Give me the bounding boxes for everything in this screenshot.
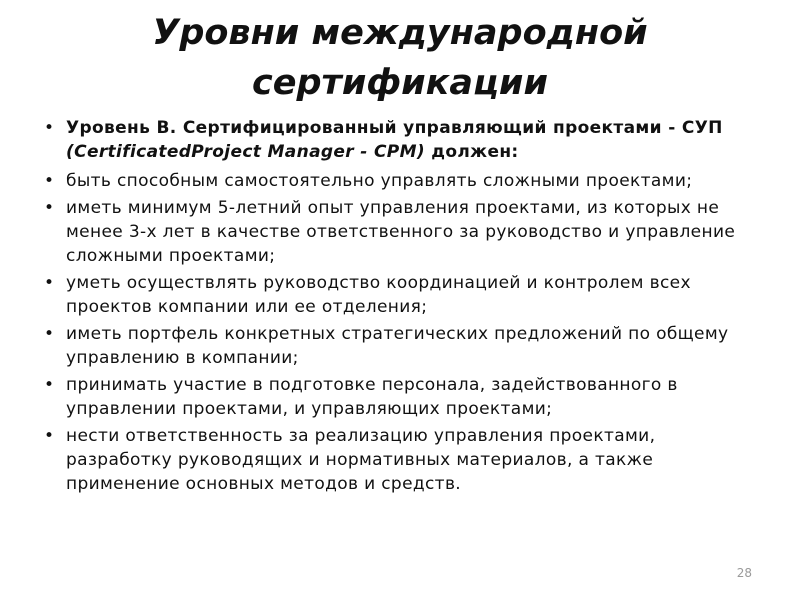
bullet-item-intro (44, 116, 764, 164)
intro-text-must: должен: (425, 142, 519, 162)
bullet-item (44, 424, 764, 496)
bullet-item (44, 271, 764, 319)
bullet-icon: • (44, 273, 55, 293)
bullet-list (44, 116, 764, 496)
intro-text-english: (CertificatedProject Manager - CPM) (66, 142, 425, 162)
bullet-icon: • (44, 375, 55, 395)
bullet-icon: • (44, 324, 55, 344)
bullet-icon: • (44, 118, 55, 138)
bullet-item-text: нести ответственность за реализацию управления проектами, разработку руководящих и нормативных материалов, а также применение основных методов и средств. (66, 426, 656, 494)
intro-text-level: Уровень B. Сертифицированный управляющий проектами - СУП (66, 118, 723, 138)
bullet-item (44, 196, 764, 268)
bullet-item (44, 322, 764, 370)
bullet-item-text: быть способным самостоятельно управлять сложными проектами; (66, 171, 693, 191)
bullet-item-text: уметь осуществлять руководство координацией и контролем всех проектов компании или ее отделения; (66, 273, 691, 317)
slide-title (40, 8, 760, 108)
bullet-icon: • (44, 426, 55, 446)
bullet-item-text: иметь портфель конкретных стратегических предложений по общему управлению в компании; (66, 324, 729, 368)
bullet-icon: • (44, 171, 55, 191)
slide-title-line-2: сертификации (252, 63, 548, 103)
page-number: 28 (736, 566, 752, 580)
bullet-icon: • (44, 198, 55, 218)
bullet-item-text: принимать участие в подготовке персонала, задействованного в управлении проектами, и управляющих проектами; (66, 375, 678, 419)
bullet-item (44, 169, 764, 193)
bullet-item (44, 373, 764, 421)
bullet-item-text: иметь минимум 5-летний опыт управления проектами, из которых не менее 3-х лет в качестве ответственного за руководство и управление сложными проектами; (66, 198, 736, 266)
slide-title-line-1: Уровни международной (152, 13, 648, 53)
